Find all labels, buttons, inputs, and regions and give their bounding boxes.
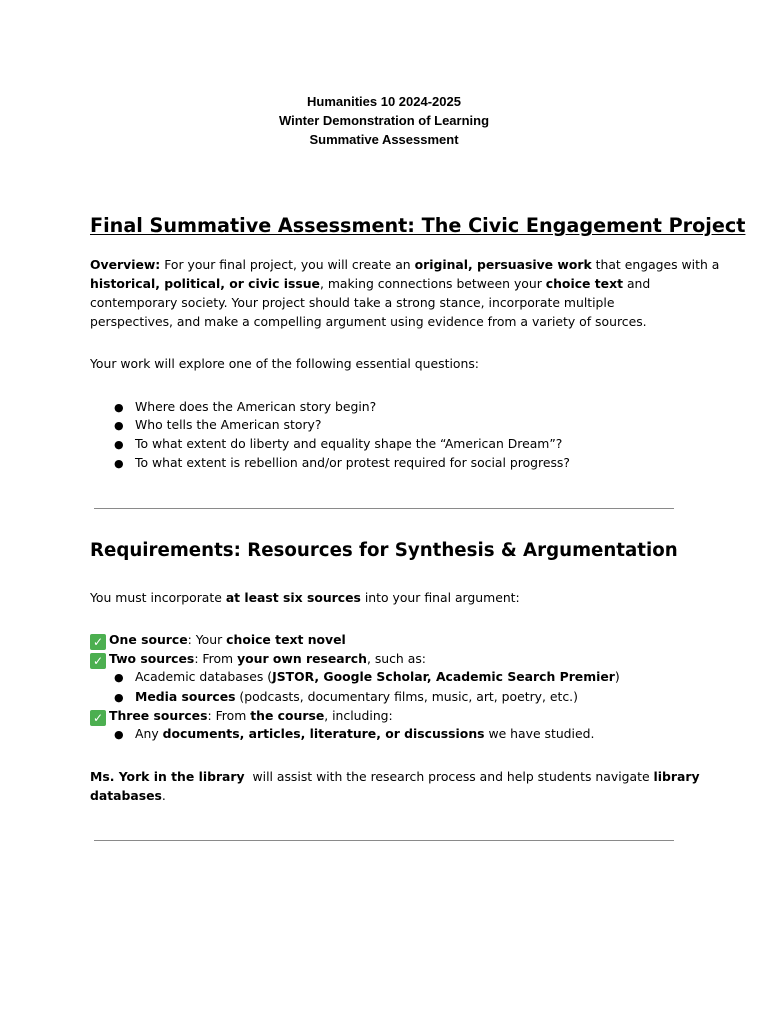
horizontal-divider	[94, 840, 674, 841]
bullet-icon: ●	[114, 401, 124, 414]
subitem-emphasis: documents, articles, literature, or discussions	[162, 726, 485, 741]
subitem-text: Academic databases (	[135, 669, 273, 684]
subitem-text: we have studied.	[484, 726, 595, 741]
requirements-intro	[90, 588, 690, 607]
subitem-emphasis: JSTOR, Google Scholar, Academic Search Premier	[272, 669, 615, 684]
bullet-icon: ●	[114, 691, 124, 704]
overview-text: , making connections between your	[319, 276, 546, 291]
intro-emphasis: at least six sources	[225, 590, 361, 605]
question-item	[114, 453, 570, 473]
check-icon: ✓	[90, 653, 106, 669]
overview-text: and	[623, 276, 651, 291]
subitem-text: Any	[135, 726, 163, 741]
question-item	[114, 434, 562, 454]
subitem-emphasis: Media sources	[135, 689, 236, 704]
overview-emphasis: original, persuasive work	[414, 257, 592, 272]
requirement-item	[90, 630, 690, 650]
check-icon: ✓	[90, 710, 106, 726]
section-title-requirements: Requirements: Resources for Synthesis & Argumentation	[90, 540, 678, 561]
requirement-text: : Your	[187, 632, 227, 647]
library-note	[90, 767, 700, 805]
bullet-icon: ●	[114, 438, 124, 451]
requirement-emphasis: the course	[250, 708, 325, 723]
requirement-item	[90, 706, 690, 726]
requirement-text: , such as:	[366, 651, 426, 666]
library-text: .	[161, 788, 166, 803]
overview-text: For your final project, you will create an	[160, 257, 415, 272]
intro-text: You must incorporate	[90, 590, 226, 605]
requirement-item	[90, 649, 690, 669]
overview-emphasis: historical, political, or civic issue	[90, 276, 320, 291]
requirement-subitem	[114, 687, 578, 707]
bullet-icon: ●	[114, 457, 124, 470]
question-text: Who tells the American story?	[135, 417, 322, 432]
requirement-emphasis: choice text novel	[226, 632, 346, 647]
requirement-subitem	[114, 667, 620, 687]
library-emphasis: databases	[90, 788, 162, 803]
requirement-emphasis: your own research	[237, 651, 367, 666]
library-emphasis: Ms. York in the library	[90, 769, 245, 784]
bullet-icon: ●	[114, 728, 124, 741]
library-emphasis: library	[653, 769, 700, 784]
requirement-text: : From	[207, 708, 251, 723]
question-text: To what extent is rebellion and/or protest required for social progress?	[135, 455, 570, 470]
requirement-count: Two sources	[109, 651, 195, 666]
bullet-icon: ●	[114, 419, 124, 432]
question-text: To what extent do liberty and equality shape the “American Dream”?	[135, 436, 563, 451]
overview-text: contemporary society. Your project should take a strong stance, incorporate multiple	[90, 295, 615, 310]
header-assessment-type: Summative Assessment	[309, 132, 459, 147]
requirement-count: One source	[109, 632, 188, 647]
requirement-count: Three sources	[109, 708, 208, 723]
subitem-text: )	[614, 669, 620, 684]
check-icon: ✓	[90, 634, 106, 650]
subitem-text: (podcasts, documentary films, music, art, poetry, etc.)	[235, 689, 578, 704]
bullet-icon: ●	[114, 671, 124, 684]
overview-label: Overview:	[90, 257, 161, 272]
overview-paragraph	[90, 255, 720, 331]
horizontal-divider	[94, 508, 674, 509]
library-text: will assist with the research process and help students navigate	[244, 769, 654, 784]
overview-text: that engages with a	[591, 257, 720, 272]
section-title-civic-engagement: Final Summative Assessment: The Civic Engagement Project	[90, 214, 746, 237]
question-item	[114, 397, 376, 417]
header-course-title: Humanities 10 2024-2025	[307, 94, 461, 109]
questions-intro: Your work will explore one of the following essential questions:	[90, 356, 479, 371]
question-item	[114, 415, 321, 435]
overview-emphasis: choice text	[545, 276, 623, 291]
requirement-text: : From	[194, 651, 238, 666]
intro-text: into your final argument:	[360, 590, 520, 605]
header-event-title: Winter Demonstration of Learning	[278, 113, 490, 128]
requirement-subitem	[114, 724, 594, 744]
question-text: Where does the American story begin?	[135, 399, 377, 414]
requirement-text: , including:	[324, 708, 393, 723]
overview-text: perspectives, and make a compelling argument using evidence from a variety of sources.	[90, 314, 647, 329]
